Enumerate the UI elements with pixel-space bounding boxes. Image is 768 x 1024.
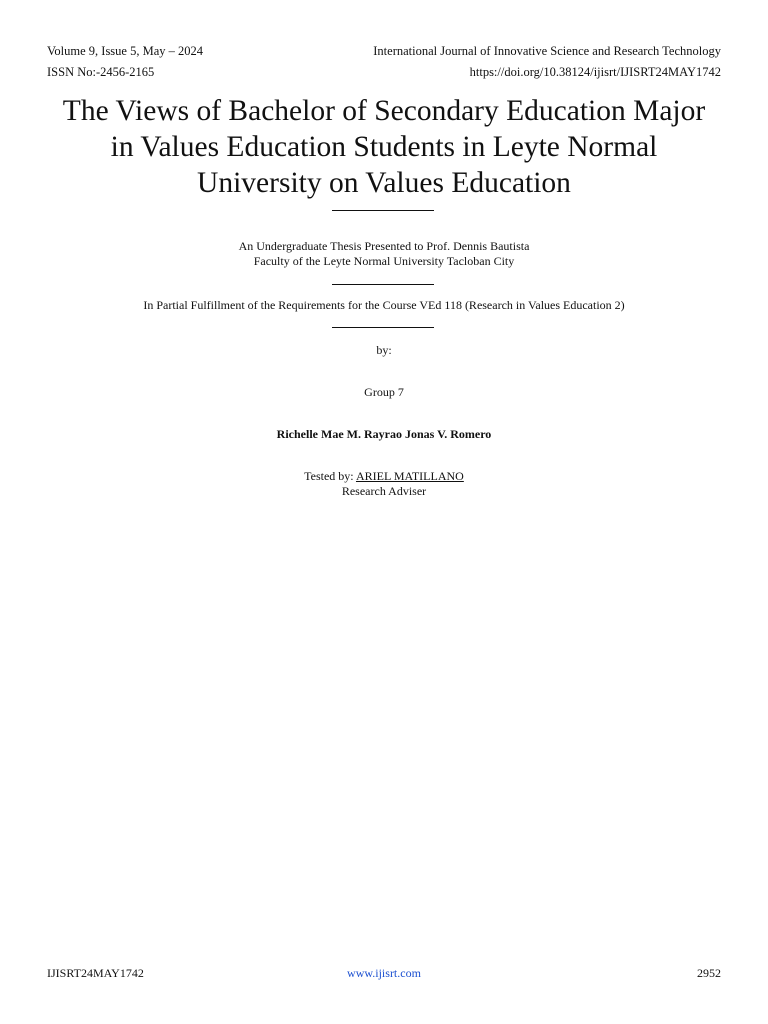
divider-rule <box>332 210 434 211</box>
footer-paper-code: IJISRT24MAY1742 <box>47 966 144 980</box>
tested-by-label: Tested by: <box>304 469 356 483</box>
faculty-line: Faculty of the Leyte Normal University Tacloban City <box>253 254 515 268</box>
title-line-2: in Values Education Students in Leyte Normal <box>110 131 658 163</box>
divider-rule <box>332 284 434 285</box>
divider-rule <box>332 327 434 328</box>
group-label: Group 7 <box>364 385 404 399</box>
header-doi: https://doi.org/10.38124/ijisrt/IJISRT24MAY1742 <box>469 65 721 79</box>
header-journal-name: International Journal of Innovative Science and Research Technology <box>373 44 721 58</box>
footer-page-number: 2952 <box>697 966 721 980</box>
header-volume: Volume 9, Issue 5, May – 2024 <box>47 44 204 58</box>
paper-title <box>30 93 738 201</box>
tested-by-line <box>0 469 768 484</box>
author-names: Richelle Mae M. Rayrao Jonas V. Romero <box>276 427 492 441</box>
header-issn: ISSN No:-2456-2165 <box>47 65 155 79</box>
presented-to-line: An Undergraduate Thesis Presented to Prof. Dennis Bautista <box>238 239 530 253</box>
title-line-1: The Views of Bachelor of Secondary Education Major <box>62 95 706 127</box>
by-label: by: <box>376 343 392 357</box>
fulfillment-statement: In Partial Fulfillment of the Requirements for the Course VEd 118 (Research in Values Education 2) <box>143 298 625 312</box>
title-line-3: University on Values Education <box>197 167 571 199</box>
adviser-role: Research Adviser <box>341 484 427 498</box>
adviser-name: ARIEL MATILLANO <box>355 469 464 483</box>
footer-website-link[interactable]: www.ijisrt.com <box>347 966 421 980</box>
